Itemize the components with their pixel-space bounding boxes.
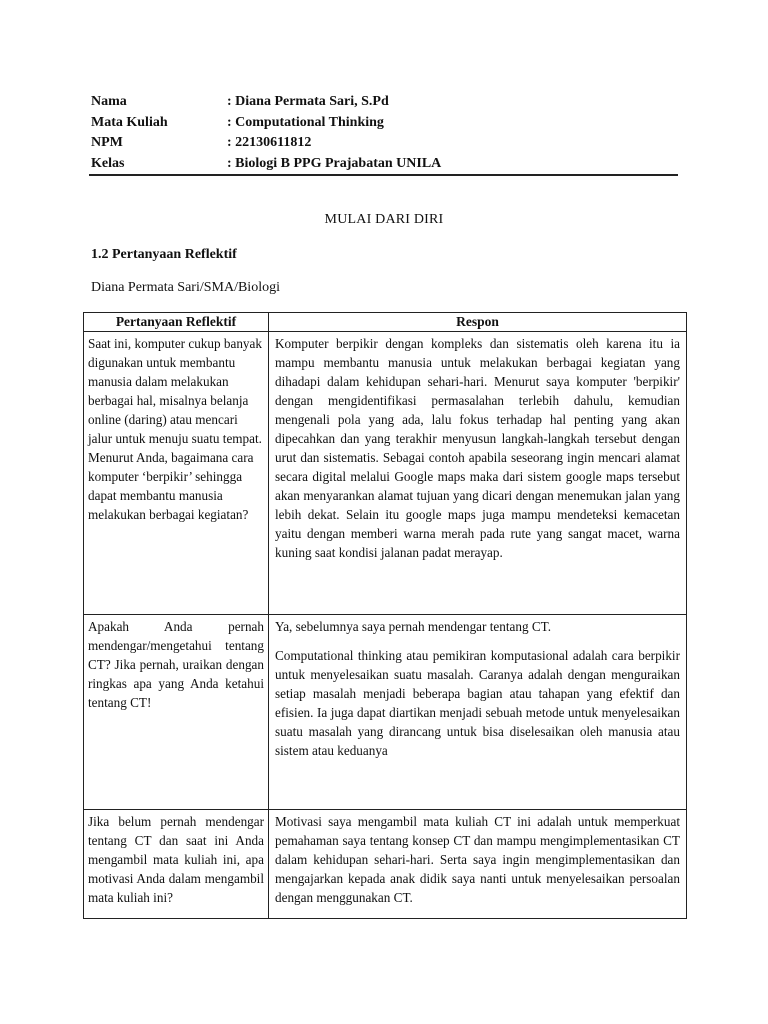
header-label: Nama — [91, 94, 127, 109]
header-label: NPM — [91, 135, 123, 150]
header-row-nama — [91, 92, 679, 113]
column-header-question: Pertanyaan Reflektif — [84, 313, 269, 332]
table-row — [84, 615, 687, 810]
response-paragraph: Komputer berpikir dengan kompleks dan sistematis oleh karena itu ia mampu membantu manusia untuk melakukan berbagai kegiatan yang dihadapi dalam kehidupan sehari-hari. Menurut saya komputer 'berpikir' dengan mengidentifikasi permasalahan terlebih dahulu, kemudian mengenali pola yang ada, lalu fokus terhadap hal penting yang akan dipecahkan dan yang terakhir menyusun langkah-langkah tersebut dengan urut dan sistematis. Sebagai contoh apabila seseorang ingin mencari alamat secara digital melalui Google maps maka dari sistem google maps tersebut akan menyarankan alamat tujuan yang dicari dengan menemukan jalan yang lebih dekat. Selain itu google maps juga mampu mendeteksi kemacetan yaitu dengan memberi warna merah pada rute yang sangat macet, warna kuning saat kondisi jalanan padat merayap. — [275, 336, 680, 560]
header-label: Mata Kuliah — [91, 114, 168, 130]
question-cell: Saat ini, komputer cukup banyak digunakan untuk membantu manusia dalam melakukan berbagai hal, misalnya belanja online (daring) atau mencari jalur untuk menuju suatu tempat. Menurut Anda, bagaimana cara komputer ‘berpikir’ sehingga dapat membantu manusia melakukan berbagai kegiatan? — [84, 332, 269, 615]
question-cell: Apakah Anda pernah mendengar/mengetahui tentang CT? Jika pernah, uraikan dengan ringkas apa yang Anda ketahui tentang CT! — [84, 615, 269, 810]
table-header-row — [84, 313, 687, 332]
header-value: : Biologi B PPG Prajabatan UNILA — [227, 155, 442, 171]
question-cell: Jika belum pernah mendengar tentang CT dan saat ini Anda mengambil mata kuliah ini, apa motivasi Anda dalam mengambil mata kuliah ini? — [84, 810, 269, 919]
subheading: 1.2 Pertanyaan Reflektif — [91, 247, 237, 262]
response-paragraph: Motivasi saya mengambil mata kuliah CT ini adalah untuk memperkuat pemahaman saya tentang konsep CT dan mampu mengimplementasikan CT dalam kehidupan sehari-hari. Serta saya ingin mengimplementasikan dan mengajarkan kepada anak didik saya nanti untuk menyelesaikan persoalan dengan menggunakan CT. — [275, 814, 680, 905]
response-paragraph: Ya, sebelumnya saya pernah mendengar tentang CT. — [275, 619, 552, 634]
reflection-table — [83, 312, 687, 919]
header-label: Kelas — [91, 155, 125, 171]
response-cell — [269, 615, 687, 810]
header-row-mata-kuliah — [91, 113, 679, 134]
response-cell — [269, 332, 687, 615]
table-row — [84, 332, 687, 615]
header-row-npm — [91, 133, 679, 154]
table-row — [84, 810, 687, 919]
header-divider — [89, 174, 678, 176]
response-cell — [269, 810, 687, 919]
header-value: : 22130611812 — [227, 135, 312, 150]
response-paragraph: Computational thinking atau pemikiran komputasional adalah cara berpikir untuk menyelesaikan suatu masalah. Caranya adalah dengan menguraikan setiap masalah menjadi beberapa bagian atau tahapan yang efektif dan efisien. Ia juga dapat diartikan menjadi sebuah metode untuk menyelesaikan suatu masalah yang dirancang untuk bisa diselesaikan oleh manusia atau sistem atau keduanya — [275, 648, 680, 758]
identity-line: Diana Permata Sari/SMA/Biologi — [91, 280, 280, 295]
header-row-kelas — [91, 154, 679, 175]
header-value: : Diana Permata Sari, S.Pd — [227, 94, 389, 109]
identity-header — [91, 92, 679, 174]
header-value: : Computational Thinking — [227, 114, 384, 130]
column-header-response: Respon — [269, 313, 687, 332]
section-title: MULAI DARI DIRI — [324, 212, 444, 227]
